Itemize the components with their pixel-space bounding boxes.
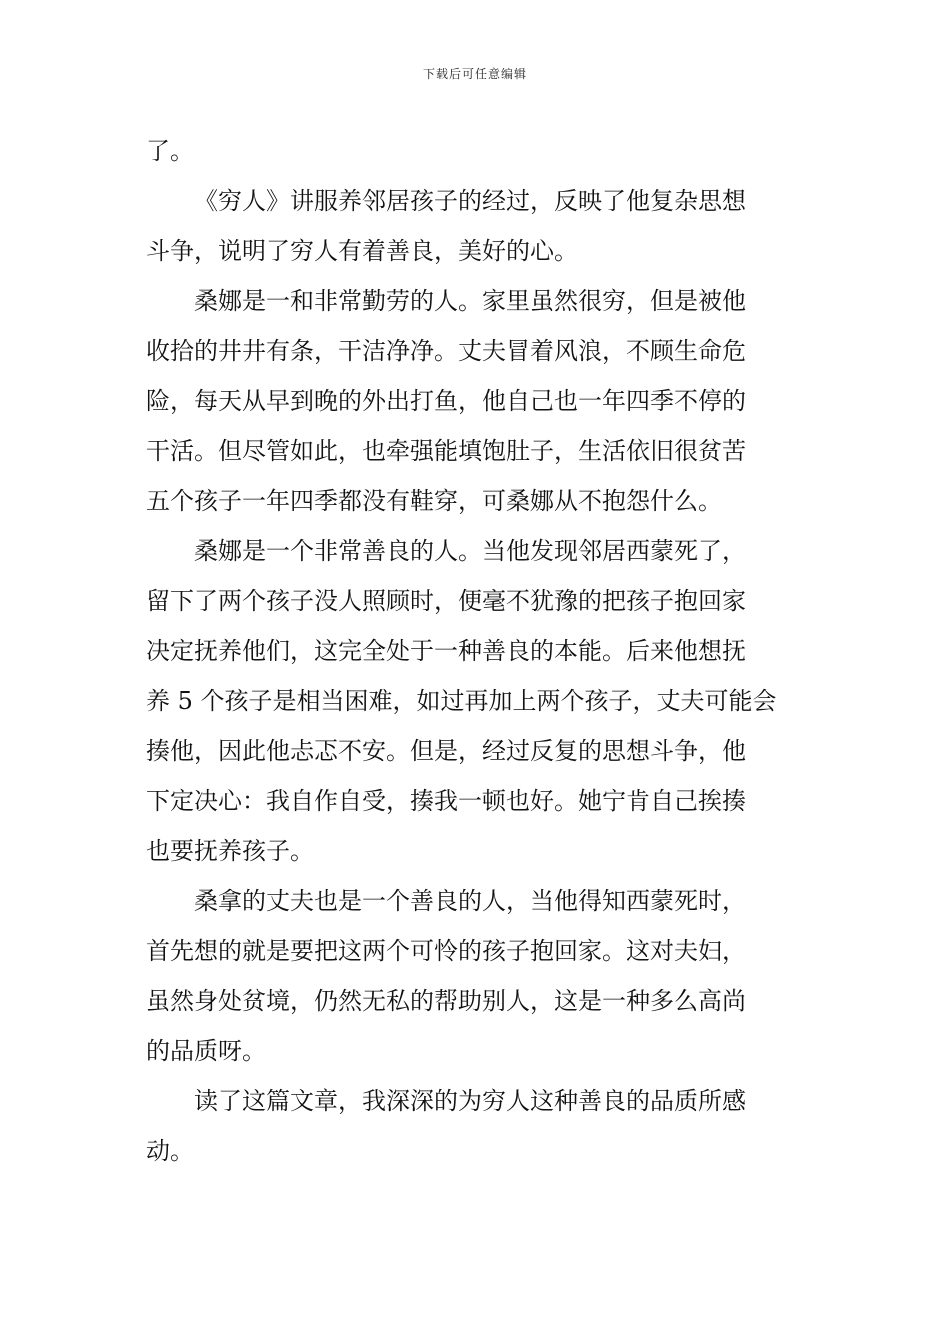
text-line: 下定决心：我自作自受，揍我一顿也好。她宁肯自己挨揍 (146, 787, 746, 815)
paragraph (146, 876, 808, 1076)
text-line: 险，每天从早到晚的外出打鱼，他自己也一年四季不停的 (146, 387, 746, 415)
text-line: 的品质呀。 (146, 1037, 266, 1065)
page-header: 下载后可任意编辑 (422, 67, 527, 81)
paragraph (146, 276, 808, 526)
paragraph (146, 176, 808, 276)
text-line: 揍他，因此他忐忑不安。但是，经过反复的思想斗争，他 (146, 737, 746, 765)
text-line: 首先想的就是要把这两个可怜的孩子抱回家。这对夫妇， (146, 937, 746, 965)
paragraph (146, 526, 808, 876)
text-line: 桑娜是一和非常勤劳的人。家里虽然很穷，但是被他 (194, 287, 746, 315)
text-line: 留下了两个孩子没人照顾时，便毫不犹豫的把孩子抱回家 (146, 587, 746, 615)
text-line: 斗争，说明了穷人有着善良，美好的心。 (146, 237, 578, 265)
text-line: 动。 (146, 1137, 194, 1165)
text-line: 桑娜是一个非常善良的人。当他发现邻居西蒙死了， (194, 537, 746, 565)
text-line: 收拾的井井有条，干洁净净。丈夫冒着风浪，不顾生命危 (146, 337, 746, 365)
paragraph (146, 126, 808, 176)
text-line: 干活。但尽管如此，也牵强能填饱肚子，生活依旧很贫苦 (146, 437, 746, 465)
text-line: 《穷人》讲服养邻居孩子的经过，反映了他复杂思想 (194, 187, 746, 215)
text-line: 也要抚养孩子。 (146, 837, 314, 865)
text-line: 养 5 个孩子是相当困难，如过再加上两个孩子，丈夫可能会 (146, 687, 777, 715)
text-line: 了。 (146, 137, 194, 165)
text-line: 虽然身处贫境，仍然无私的帮助别人，这是一种多么高尚 (146, 987, 746, 1015)
text-line: 五个孩子一年四季都没有鞋穿，可桑娜从不抱怨什么。 (146, 487, 722, 515)
paragraph (146, 1076, 808, 1176)
text-line: 决定抚养他们，这完全处于一种善良的本能。后来他想抚 (146, 637, 746, 665)
document-body (146, 126, 808, 1176)
text-line: 桑拿的丈夫也是一个善良的人，当他得知西蒙死时， (194, 887, 746, 915)
text-line: 读了这篇文章，我深深的为穷人这种善良的品质所感 (194, 1087, 746, 1115)
